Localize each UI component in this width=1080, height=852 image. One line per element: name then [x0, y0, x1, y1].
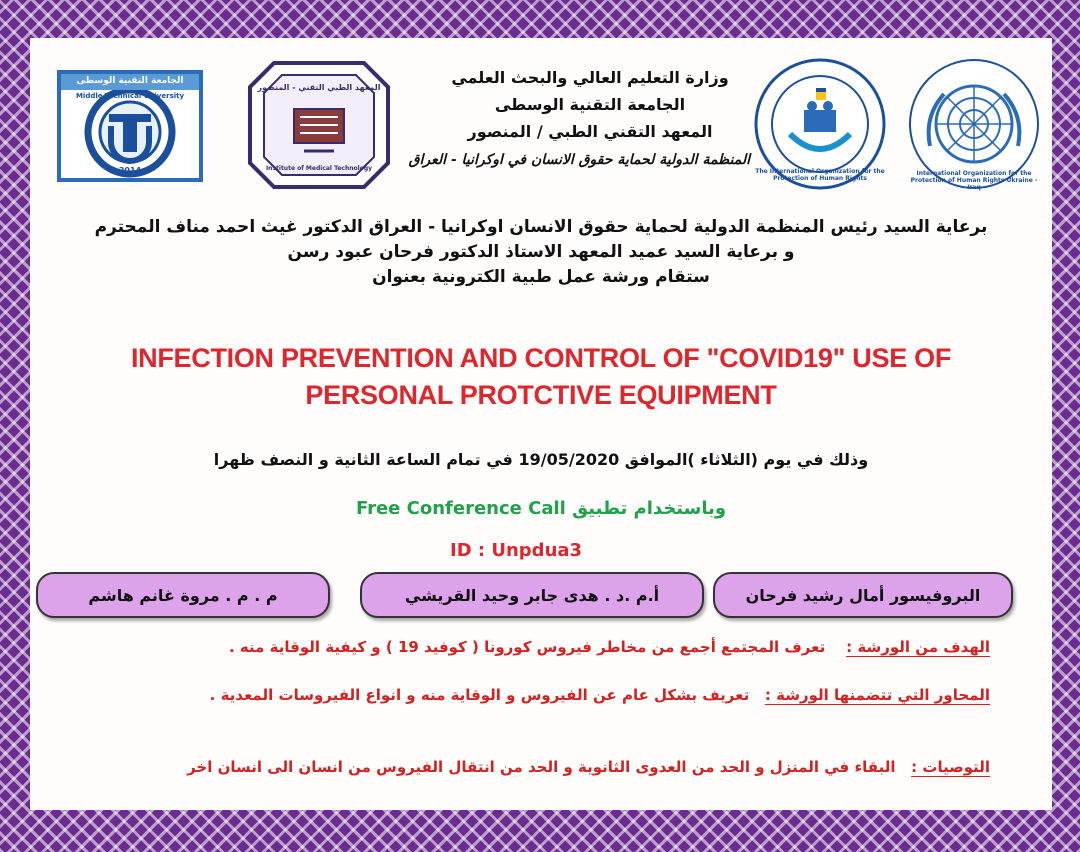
- sponsor-line-1: برعاية السيد رئيس المنظمة الدولية لحماية حقوق الانسان اوكرانيا - العراق الدكتور غيث احمد مناف المحترم: [94, 217, 988, 237]
- topics-row: [210, 686, 990, 704]
- un-seal-text: International Organization for the Protection of Human Rights Ukraine - Iraq: [910, 170, 1038, 191]
- institute-logo: [248, 61, 390, 189]
- recommendations-text: البقاء في المنزل و الحد من العدوى الثانوية و الحد من انتقال الفيروس من انسان الى انسان اخر: [187, 758, 896, 776]
- goal-row: [229, 638, 990, 656]
- recommendations-label: التوصيات: [922, 758, 990, 776]
- topics-text: تعريف بشكل عام عن الفيروس و الوقاية منه و انواع الفيروسات المعدية .: [209, 686, 750, 704]
- institute-heading: المعهد التقني الطبي / المنصور: [467, 122, 713, 141]
- mtu-logo-english: Middle Technical University: [75, 92, 185, 100]
- date-line: وذلك في يوم (الثلاثاء )الموافق 19/05/2020 في تمام الساعة الثانية و النصف ظهرا: [213, 450, 869, 469]
- mtu-logo: [57, 70, 203, 182]
- sponsorship-block: [30, 215, 1052, 290]
- sponsor-line-2: و برعاية السيد عميد المعهد الاستاذ الدكتور فرحان عبود رسن: [287, 242, 795, 262]
- title-line-2: PERSONAL PROTCTIVE EQUIPMENT: [305, 380, 777, 410]
- recommendations-row: [187, 758, 990, 776]
- ministry-heading: وزارة التعليم العالي والبحث العلمي: [451, 68, 729, 87]
- goal-text: تعرف المجتمع أجمع من مخاطر فيروس كورونا ( كوفيد 19 ) و كيفية الوقاية منه .: [228, 638, 826, 656]
- mtu-logo-arabic: الجامعة التقنية الوسطى: [76, 76, 184, 86]
- header-block: [408, 64, 750, 174]
- poster-page: [30, 38, 1052, 810]
- speaker-pill-3: م . م . مروة غانم هاشم: [36, 572, 330, 618]
- app-line: وباستخدام تطبيق Free Conference Call: [355, 498, 727, 519]
- institute-logo-arabic: المعهد الطبي التقني - المنصور: [257, 83, 381, 92]
- speaker-pill-1: البروفيسور أمال رشيد فرحان: [713, 572, 1013, 618]
- mtu-logo-year: 2014: [118, 166, 142, 175]
- goal-label: الهدف من الورشة: [857, 638, 990, 656]
- workshop-title: [30, 340, 1052, 414]
- goal-separator: :: [846, 638, 858, 656]
- meeting-id: ID : Unpdua3: [450, 540, 583, 561]
- organization-calligraphy: المنظمة الدولية لحماية حقوق الانسان في اوكرانيا - العراق: [408, 152, 750, 168]
- topics-label: المحاور التي تتضمنها الورشة: [776, 686, 990, 704]
- organization-seal-text: The International Organization for the Protection of Human Rights: [755, 168, 885, 182]
- institute-logo-english: Institute of Medical Technology: [265, 165, 373, 172]
- organization-seal: [752, 56, 888, 192]
- un-seal: [906, 56, 1042, 192]
- sponsor-line-3: ستقام ورشة عمل طبية الكترونية بعنوان: [372, 267, 710, 287]
- title-line-1: INFECTION PREVENTION AND CONTROL OF "COVID19" USE OF: [130, 343, 952, 373]
- recommendations-separator: :: [911, 758, 923, 776]
- speaker-pill-2: أ.م .د . هدى جابر وحيد القريشي: [360, 572, 704, 618]
- university-heading: الجامعة التقنية الوسطى: [494, 95, 686, 114]
- topics-separator: :: [764, 686, 777, 704]
